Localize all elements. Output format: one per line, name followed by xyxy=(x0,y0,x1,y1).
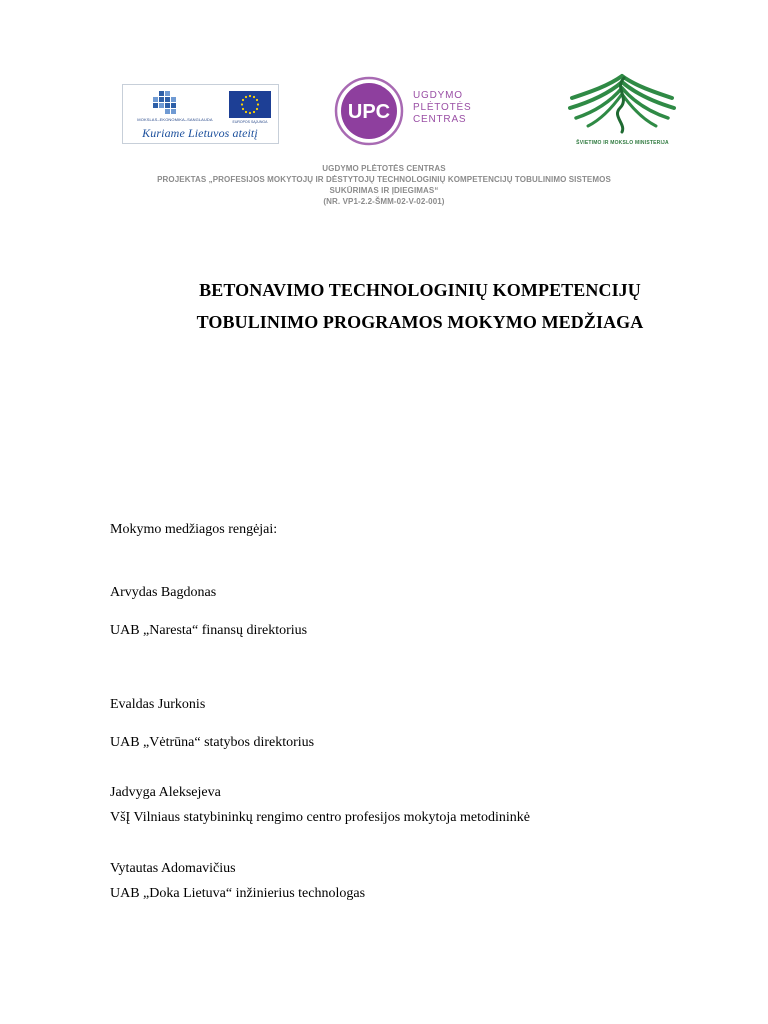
ministry-emblem-icon xyxy=(560,70,685,138)
author-name: Evaldas Jurkonis xyxy=(110,697,206,712)
ministry-caption: ŠVIETIMO IR MOKSLO MINISTERIJA xyxy=(576,140,669,146)
eu-caption: EUROPOS SĄJUNGA xyxy=(232,120,268,124)
upc-name-line: CENTRAS xyxy=(413,114,467,125)
upc-name-line: PLĖTOTĖS xyxy=(413,102,472,113)
project-number: (NR. VP1-2.2-ŠMM-02-V-02-001) xyxy=(323,197,445,206)
author-role: UAB „Vėtrūna“ statybos direktorius xyxy=(110,735,315,750)
upc-emblem-icon xyxy=(333,76,405,146)
esf-program-caption: MOKSLAS–EKONOMIKA–SANGLAUDA xyxy=(137,117,213,122)
project-line: SUKŪRIMAS IR ĮDIEGIMAS“ xyxy=(329,186,439,195)
upc-logo xyxy=(333,76,483,146)
eu-flag-icon xyxy=(229,91,271,118)
esf-slogan: Kuriame Lietuvos ateitį xyxy=(142,126,258,140)
esf-logo xyxy=(122,84,279,144)
project-header xyxy=(120,163,648,207)
author-name: Vytautas Adomavičius xyxy=(110,861,236,876)
author-name: Jadvyga Aleksejeva xyxy=(110,785,221,800)
author-name: Arvydas Bagdonas xyxy=(110,585,217,600)
ministry-logo xyxy=(560,70,685,152)
esf-mosaic-icon xyxy=(151,91,181,117)
document-title xyxy=(100,274,740,338)
title-line: TOBULINIMO PROGRAMOS MOKYMO MEDŽIAGA xyxy=(196,312,644,332)
authors-heading: Mokymo medžiagos rengėjai: xyxy=(110,522,278,537)
upc-name-line: UGDYMO xyxy=(413,90,463,101)
upc-name xyxy=(413,90,493,126)
author-role: UAB „Naresta“ finansų direktorius xyxy=(110,623,308,638)
author-role: UAB „Doka Lietuva“ inžinierius technologas xyxy=(110,886,366,901)
title-line: BETONAVIMO TECHNOLOGINIŲ KOMPETENCIJŲ xyxy=(199,280,641,300)
author-role: VšĮ Vilniaus statybininkų rengimo centro profesijos mokytoja metodininkė xyxy=(110,810,531,825)
upc-monogram: UPC xyxy=(347,101,391,123)
project-line: PROJEKTAS „PROFESIJOS MOKYTOJŲ IR DĖSTYTOJŲ TECHNOLOGINIŲ KOMPETENCIJŲ TOBULINIMO SISTEMOS xyxy=(157,175,611,184)
project-org: UGDYMO PLĖTOTĖS CENTRAS xyxy=(322,164,446,173)
